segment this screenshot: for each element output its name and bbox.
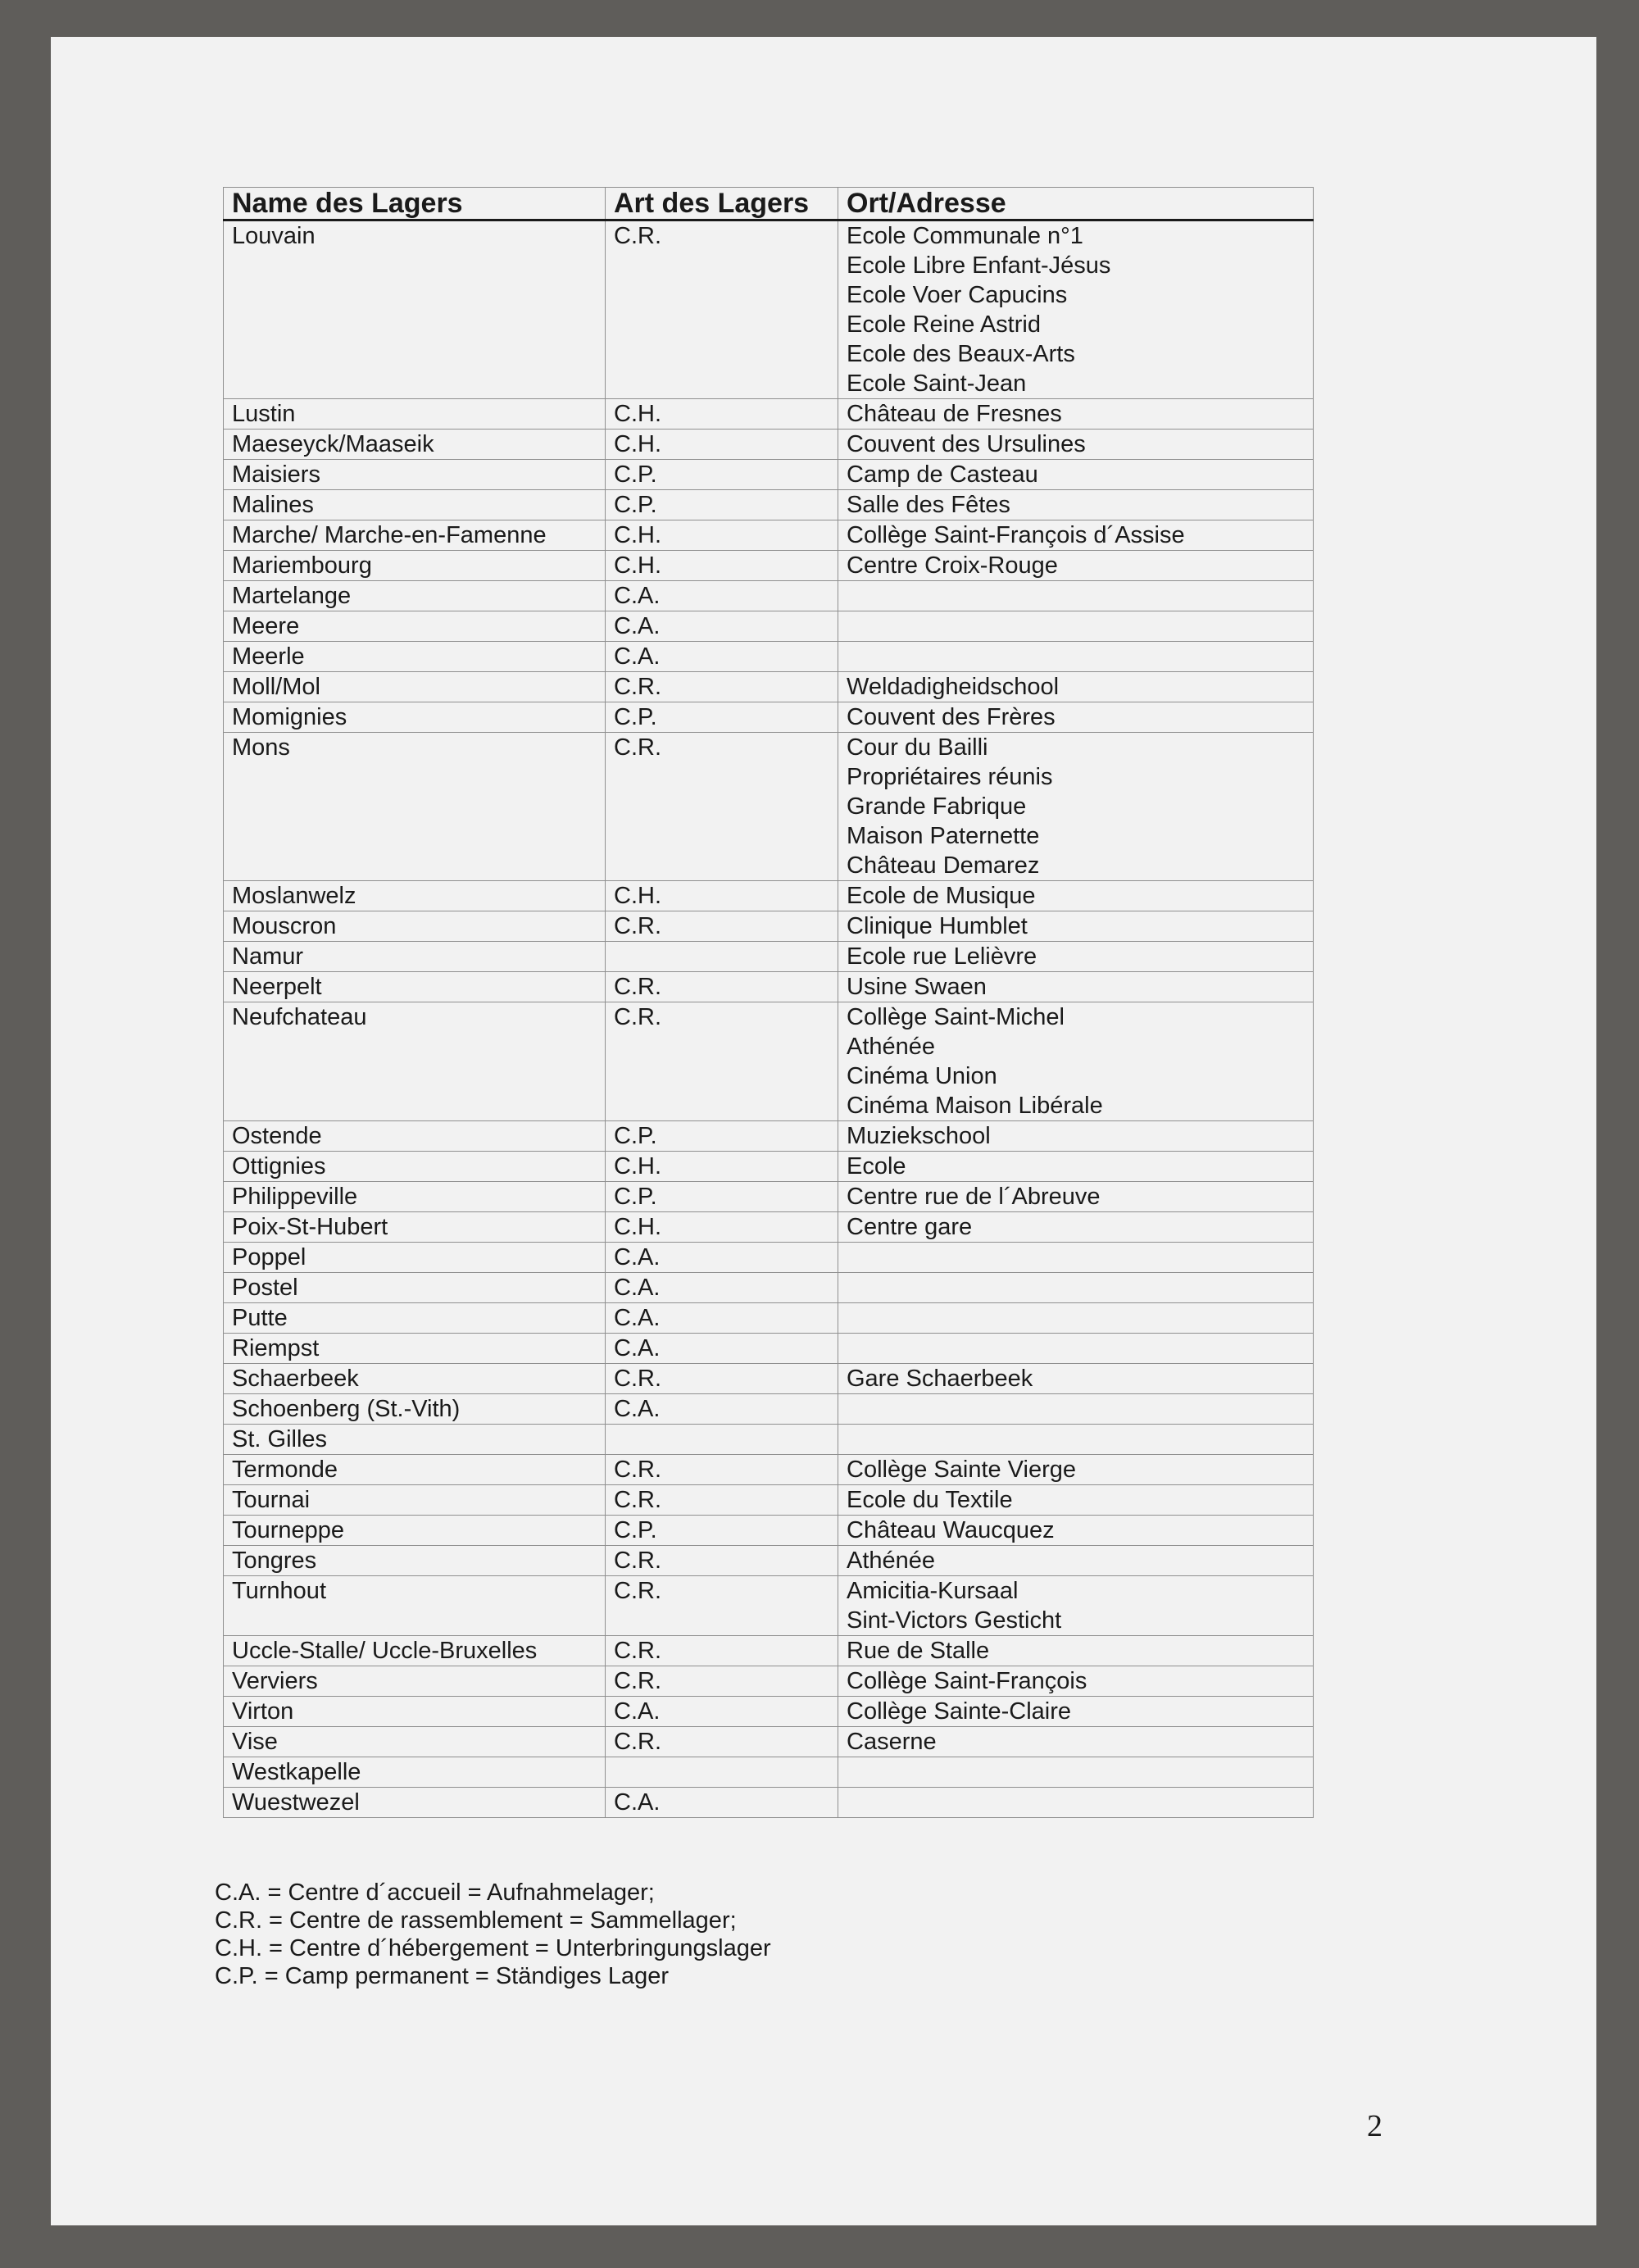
- camp-address: [838, 972, 1314, 1002]
- camp-address: [838, 942, 1314, 972]
- camp-address: [838, 1697, 1314, 1727]
- table-row: [224, 1455, 1314, 1485]
- table-row: [224, 1516, 1314, 1546]
- camp-type: C.P.: [606, 490, 838, 520]
- address-line: Grande Fabrique: [847, 793, 1027, 820]
- address-line: Maison Paternette: [847, 823, 1040, 849]
- table-body: [224, 220, 1314, 1818]
- camp-type: C.R.: [606, 1666, 838, 1697]
- camp-name: Maisiers: [224, 460, 606, 490]
- camp-name: Poppel: [224, 1243, 606, 1273]
- camp-type: C.P.: [606, 1121, 838, 1152]
- camp-name: Neerpelt: [224, 972, 606, 1002]
- camp-name: Lustin: [224, 399, 606, 430]
- camp-address: [838, 1121, 1314, 1152]
- camp-address: [838, 551, 1314, 581]
- camp-address: [838, 1727, 1314, 1757]
- camp-name: Putte: [224, 1303, 606, 1334]
- address-line: Cinéma Maison Libérale: [847, 1093, 1103, 1119]
- table-row: [224, 1273, 1314, 1303]
- camp-name: Verviers: [224, 1666, 606, 1697]
- camp-address: [838, 1002, 1314, 1121]
- camp-name: Ottignies: [224, 1152, 606, 1182]
- table-row: [224, 1546, 1314, 1576]
- camp-name: Moslanwelz: [224, 881, 606, 911]
- table-header-row: [224, 188, 1314, 220]
- address-line: Amicitia-Kursaal: [847, 1578, 1019, 1604]
- camp-address: [838, 733, 1314, 881]
- legend-line: C.H. = Centre d´hébergement = Unterbringungslager: [215, 1935, 771, 1961]
- camp-type: C.A.: [606, 611, 838, 642]
- camp-name: Westkapelle: [224, 1757, 606, 1788]
- header-ort: Ort/Adresse: [838, 188, 1314, 220]
- camp-type: C.R.: [606, 1485, 838, 1516]
- camp-name: Tourneppe: [224, 1516, 606, 1546]
- address-line: Usine Swaen: [847, 974, 987, 1000]
- address-line: Cinéma Union: [847, 1063, 997, 1089]
- address-line: Athénée: [847, 1034, 936, 1060]
- camp-address: [838, 1152, 1314, 1182]
- camp-address: [838, 1425, 1314, 1455]
- camp-type: C.P.: [606, 1182, 838, 1212]
- table-row: [224, 1727, 1314, 1757]
- table-row: [224, 1697, 1314, 1727]
- table-row: [224, 1394, 1314, 1425]
- camp-address: [838, 581, 1314, 611]
- table-row: [224, 672, 1314, 702]
- camp-address: [838, 1394, 1314, 1425]
- camp-name: Philippeville: [224, 1182, 606, 1212]
- camp-name: Termonde: [224, 1455, 606, 1485]
- camp-address: [838, 520, 1314, 551]
- camp-address: [838, 1243, 1314, 1273]
- address-line: Couvent des Frères: [847, 704, 1056, 730]
- table-row: [224, 1182, 1314, 1212]
- table-row: [224, 881, 1314, 911]
- table-row: [224, 611, 1314, 642]
- address-line: Ecole Voer Capucins: [847, 282, 1068, 308]
- camp-type: [606, 1425, 838, 1455]
- camp-type: C.H.: [606, 430, 838, 460]
- table-row: [224, 1788, 1314, 1818]
- camp-type: C.H.: [606, 1152, 838, 1182]
- table-row: [224, 733, 1314, 881]
- camp-type: C.R.: [606, 1002, 838, 1121]
- camp-type: C.R.: [606, 911, 838, 942]
- camp-table: [223, 187, 1314, 1818]
- table-row: [224, 1485, 1314, 1516]
- camp-type: C.A.: [606, 1303, 838, 1334]
- address-line: Rue de Stalle: [847, 1638, 990, 1664]
- camp-name: Tongres: [224, 1546, 606, 1576]
- table-row: [224, 1576, 1314, 1636]
- camp-name: Postel: [224, 1273, 606, 1303]
- address-line: Ecole Reine Astrid: [847, 311, 1041, 338]
- camp-name: Meerle: [224, 642, 606, 672]
- camp-address: [838, 1334, 1314, 1364]
- camp-address: [838, 1757, 1314, 1788]
- table-row: [224, 1243, 1314, 1273]
- page-number: 2: [1367, 2109, 1382, 2143]
- address-line: Athénée: [847, 1548, 936, 1574]
- camp-address: [838, 1666, 1314, 1697]
- camp-address: [838, 1636, 1314, 1666]
- table-row: [224, 460, 1314, 490]
- table-row: [224, 551, 1314, 581]
- table-row: [224, 1121, 1314, 1152]
- camp-address: [838, 399, 1314, 430]
- camp-type: C.A.: [606, 581, 838, 611]
- camp-name: Mouscron: [224, 911, 606, 942]
- camp-name: Riempst: [224, 1334, 606, 1364]
- camp-address: [838, 1303, 1314, 1334]
- table-row: [224, 1212, 1314, 1243]
- camp-address: [838, 1182, 1314, 1212]
- table-row: [224, 1425, 1314, 1455]
- table-row: [224, 702, 1314, 733]
- camp-type: C.R.: [606, 1546, 838, 1576]
- camp-name: Martelange: [224, 581, 606, 611]
- camp-name: Mariembourg: [224, 551, 606, 581]
- camp-address: [838, 460, 1314, 490]
- table-row: [224, 942, 1314, 972]
- camp-type: C.P.: [606, 702, 838, 733]
- camp-address: [838, 611, 1314, 642]
- camp-name: Uccle-Stalle/ Uccle-Bruxelles: [224, 1636, 606, 1666]
- camp-address: [838, 881, 1314, 911]
- address-line: Ecole des Beaux-Arts: [847, 341, 1075, 367]
- camp-type: C.A.: [606, 1788, 838, 1818]
- table-row: [224, 581, 1314, 611]
- camp-address: [838, 911, 1314, 942]
- camp-address: [838, 702, 1314, 733]
- table-row: [224, 972, 1314, 1002]
- camp-address: [838, 1485, 1314, 1516]
- camp-type: C.H.: [606, 881, 838, 911]
- address-line: Camp de Casteau: [847, 461, 1038, 488]
- address-line: Centre rue de l´Abreuve: [847, 1184, 1101, 1210]
- camp-name: Wuestwezel: [224, 1788, 606, 1818]
- camp-name: Namur: [224, 942, 606, 972]
- address-line: Ecole du Textile: [847, 1487, 1013, 1513]
- table-row: [224, 1303, 1314, 1334]
- camp-address: [838, 642, 1314, 672]
- camp-name: Ostende: [224, 1121, 606, 1152]
- camp-type: C.R.: [606, 972, 838, 1002]
- camp-address: [838, 490, 1314, 520]
- camp-type: C.A.: [606, 1394, 838, 1425]
- table-row: [224, 399, 1314, 430]
- camp-type: C.P.: [606, 1516, 838, 1546]
- camp-type: C.R.: [606, 1576, 838, 1636]
- camp-address: [838, 220, 1314, 399]
- camp-type: C.H.: [606, 399, 838, 430]
- address-line: Ecole Communale n°1: [847, 223, 1083, 249]
- camp-name: Poix-St-Hubert: [224, 1212, 606, 1243]
- camp-name: Louvain: [224, 220, 606, 399]
- camp-name: Maeseyck/Maaseik: [224, 430, 606, 460]
- legend-line: C.R. = Centre de rassemblement = Sammellager;: [215, 1907, 737, 1934]
- address-line: Clinique Humblet: [847, 913, 1028, 939]
- address-line: Collège Sainte-Claire: [847, 1698, 1072, 1725]
- camp-address: [838, 1364, 1314, 1394]
- table-row: [224, 1666, 1314, 1697]
- camp-address: [838, 1788, 1314, 1818]
- table-row: [224, 1636, 1314, 1666]
- camp-type: C.H.: [606, 1212, 838, 1243]
- header-art: Art des Lagers: [606, 188, 838, 220]
- address-line: Collège Saint-François: [847, 1668, 1087, 1694]
- legend-line: C.A. = Centre d´accueil = Aufnahmelager;: [215, 1879, 655, 1906]
- camp-name: Neufchateau: [224, 1002, 606, 1121]
- address-line: Caserne: [847, 1729, 937, 1755]
- address-line: Château Waucquez: [847, 1517, 1055, 1543]
- address-line: Ecole Saint-Jean: [847, 370, 1027, 397]
- camp-address: [838, 1516, 1314, 1546]
- table-row: [224, 1002, 1314, 1121]
- table-row: [224, 1152, 1314, 1182]
- camp-name: Schaerbeek: [224, 1364, 606, 1394]
- camp-type: C.A.: [606, 642, 838, 672]
- table-row: [224, 520, 1314, 551]
- camp-address: [838, 1576, 1314, 1636]
- camp-type: C.H.: [606, 520, 838, 551]
- address-line: Château Demarez: [847, 852, 1040, 879]
- address-line: Sint-Victors Gesticht: [847, 1607, 1062, 1634]
- address-line: Château de Fresnes: [847, 401, 1062, 427]
- address-line: Gare Schaerbeek: [847, 1366, 1033, 1392]
- camp-type: [606, 942, 838, 972]
- address-line: Couvent des Ursulines: [847, 431, 1086, 457]
- table-row: [224, 1757, 1314, 1788]
- header-name: Name des Lagers: [224, 188, 606, 220]
- address-line: Collège Saint-François d´Assise: [847, 522, 1185, 548]
- camp-name: Virton: [224, 1697, 606, 1727]
- camp-address: [838, 1546, 1314, 1576]
- table-row: [224, 1364, 1314, 1394]
- camp-type: C.R.: [606, 220, 838, 399]
- address-line: Muziekschool: [847, 1123, 991, 1149]
- address-line: Weldadigheidschool: [847, 674, 1060, 700]
- camp-type: C.R.: [606, 733, 838, 881]
- address-line: Cour du Bailli: [847, 734, 988, 761]
- camp-address: [838, 1212, 1314, 1243]
- address-line: Centre Croix-Rouge: [847, 552, 1058, 579]
- legend: [215, 1879, 771, 1990]
- camp-type: C.A.: [606, 1697, 838, 1727]
- address-line: Collège Sainte Vierge: [847, 1457, 1076, 1483]
- camp-type: C.R.: [606, 1636, 838, 1666]
- camp-type: [606, 1757, 838, 1788]
- camp-name: Turnhout: [224, 1576, 606, 1636]
- camp-type: C.A.: [606, 1243, 838, 1273]
- camp-name: Momignies: [224, 702, 606, 733]
- camp-name: Malines: [224, 490, 606, 520]
- table-row: [224, 1334, 1314, 1364]
- camp-type: C.P.: [606, 460, 838, 490]
- address-line: Ecole: [847, 1153, 906, 1179]
- camp-address: [838, 1273, 1314, 1303]
- camp-name: Schoenberg (St.-Vith): [224, 1394, 606, 1425]
- camp-name: Tournai: [224, 1485, 606, 1516]
- table-row: [224, 911, 1314, 942]
- camp-type: C.H.: [606, 551, 838, 581]
- camp-type: C.R.: [606, 1455, 838, 1485]
- address-line: Propriétaires réunis: [847, 764, 1053, 790]
- camp-type: C.R.: [606, 1727, 838, 1757]
- camp-type: C.R.: [606, 1364, 838, 1394]
- address-line: Collège Saint-Michel: [847, 1004, 1065, 1030]
- address-line: Ecole de Musique: [847, 883, 1036, 909]
- address-line: Ecole rue Lelièvre: [847, 943, 1037, 970]
- camp-name: Moll/Mol: [224, 672, 606, 702]
- camp-name: St. Gilles: [224, 1425, 606, 1455]
- camp-address: [838, 430, 1314, 460]
- camp-type: C.A.: [606, 1334, 838, 1364]
- address-line: Salle des Fêtes: [847, 492, 1010, 518]
- camp-type: C.A.: [606, 1273, 838, 1303]
- table-row: [224, 642, 1314, 672]
- table-row: [224, 490, 1314, 520]
- camp-address: [838, 672, 1314, 702]
- legend-line: C.P. = Camp permanent = Ständiges Lager: [215, 1963, 670, 1989]
- camp-name: Meere: [224, 611, 606, 642]
- camp-name: Marche/ Marche-en-Famenne: [224, 520, 606, 551]
- table-row: [224, 430, 1314, 460]
- camp-address: [838, 1455, 1314, 1485]
- table-row: [224, 220, 1314, 399]
- camp-name: Vise: [224, 1727, 606, 1757]
- camp-name: Mons: [224, 733, 606, 881]
- camp-type: C.R.: [606, 672, 838, 702]
- address-line: Ecole Libre Enfant-Jésus: [847, 252, 1111, 279]
- address-line: Centre gare: [847, 1214, 973, 1240]
